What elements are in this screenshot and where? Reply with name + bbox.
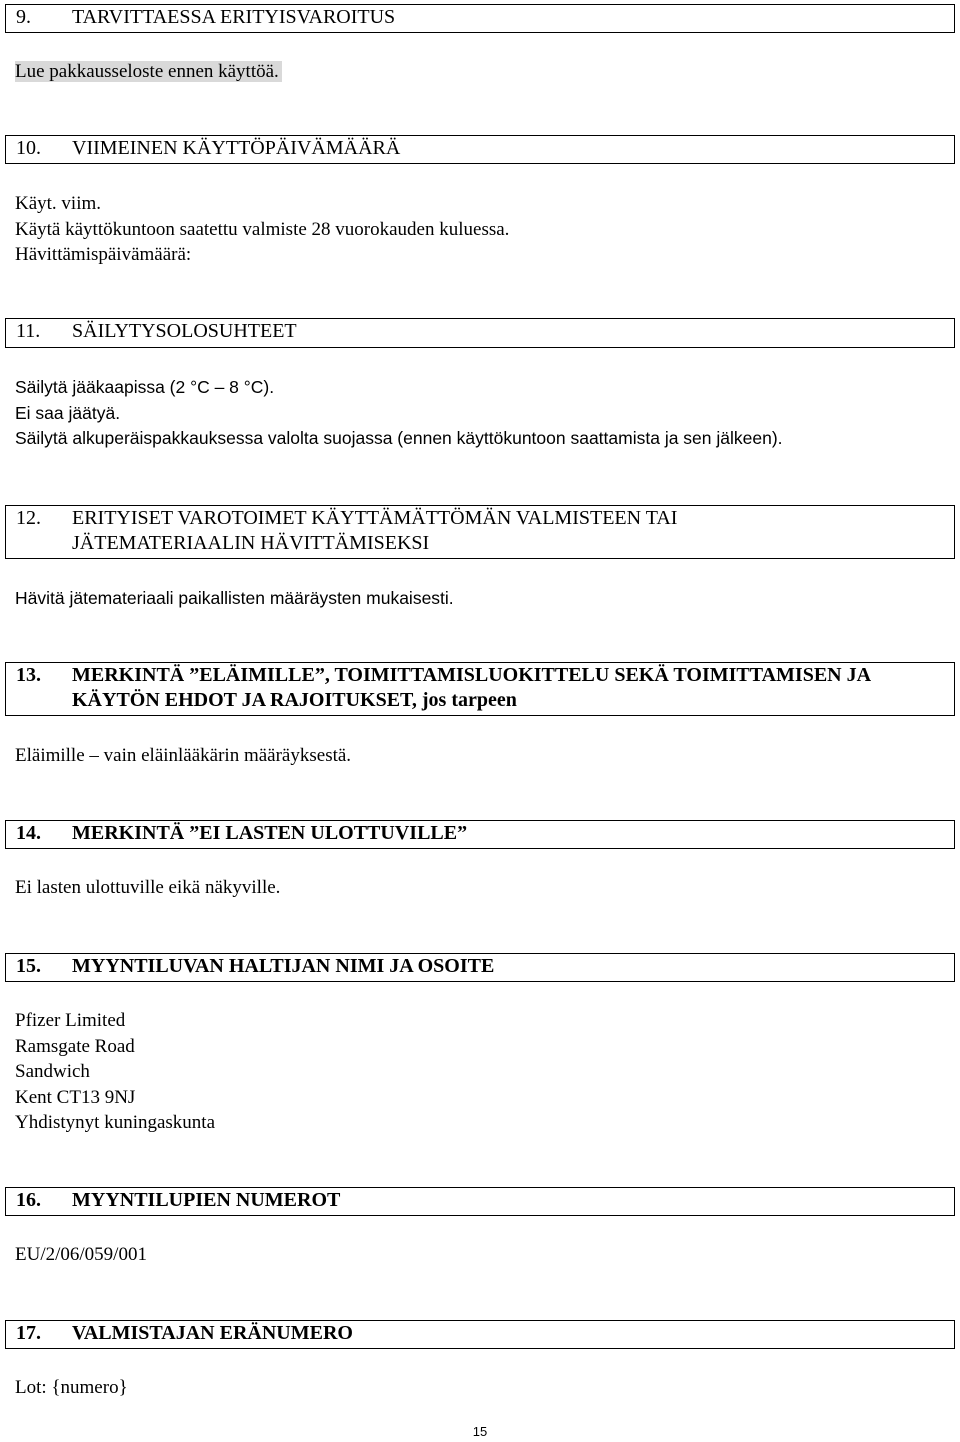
- section-9-body: [15, 59, 945, 85]
- page-number: 15: [472, 1424, 488, 1439]
- section-number: 13.: [16, 664, 41, 686]
- section-number: 17.: [16, 1322, 41, 1344]
- body-line: Lot: {numero}: [15, 1377, 128, 1398]
- section-14-body: [15, 875, 945, 901]
- section-16-body: [15, 1242, 945, 1268]
- address-line: Ramsgate Road: [15, 1035, 135, 1057]
- section-10-body: [15, 191, 945, 268]
- section-14-header: [5, 820, 955, 849]
- address-line: Kent CT13 9NJ: [15, 1086, 136, 1108]
- address-line: Pfizer Limited: [15, 1010, 126, 1031]
- section-15-body: [15, 1008, 945, 1136]
- body-line: Hävittämispäivämäärä:: [15, 244, 192, 265]
- section-12-header: [5, 505, 955, 559]
- section-9-header: [5, 4, 955, 33]
- section-title-line: MERKINTÄ ”ELÄIMILLE”, TOIMITTAMISLUOKITTELU SEKÄ TOIMITTAMISEN JA: [72, 664, 872, 686]
- section-title-line: JÄTEMATERIAALIN HÄVITTÄMISEKSI: [72, 532, 430, 554]
- section-17-body: [15, 1375, 945, 1401]
- body-line: Käyt. viim.: [15, 193, 102, 214]
- section-number: 16.: [16, 1189, 41, 1211]
- section-title: VALMISTAJAN ERÄNUMERO: [72, 1322, 353, 1344]
- section-number: 9.: [16, 6, 31, 28]
- section-title: SÄILYTYSOLOSUHTEET: [72, 320, 297, 342]
- section-15-header: [5, 953, 955, 982]
- address-line: Yhdistynyt kuningaskunta: [15, 1112, 216, 1133]
- section-title-line: KÄYTÖN EHDOT JA RAJOITUKSET, jos tarpeen: [72, 689, 517, 711]
- section-title: MYYNTILUPIEN NUMEROT: [72, 1189, 341, 1211]
- warning-text: Lue pakkausseloste ennen käyttöä.: [15, 61, 282, 82]
- body-line: EU/2/06/059/001: [15, 1244, 147, 1265]
- body-line: Käytä käyttökuntoon saatettu valmiste 28 vuorokauden kuluessa.: [15, 218, 510, 240]
- address-line: Sandwich: [15, 1061, 90, 1082]
- section-17-header: [5, 1320, 955, 1349]
- section-number: 15.: [16, 955, 41, 977]
- section-13-body: [15, 743, 945, 769]
- body-line: Säilytä alkuperäispakkauksessa valolta suojassa (ennen käyttökuntoon saattamista ja sen jälkeen).: [15, 428, 783, 448]
- section-10-header: [5, 135, 955, 164]
- body-line: Ei lasten ulottuville eikä näkyville.: [15, 877, 281, 898]
- section-12-body: [15, 586, 945, 612]
- section-number: 11.: [16, 320, 41, 342]
- section-13-header: [5, 662, 955, 716]
- body-line: Säilytä jääkaapissa (2 °C – 8 °C).: [15, 377, 275, 397]
- section-number: 10.: [16, 137, 41, 159]
- section-title: VIIMEINEN KÄYTTÖPÄIVÄMÄÄRÄ: [72, 137, 401, 159]
- body-line: Eläimille – vain eläinlääkärin määräyksestä.: [15, 745, 352, 766]
- section-16-header: [5, 1187, 955, 1216]
- section-number: 14.: [16, 822, 41, 844]
- section-11-body: [15, 375, 945, 452]
- body-line: Ei saa jäätyä.: [15, 402, 121, 423]
- section-title-line: ERITYISET VAROTOIMET KÄYTTÄMÄTTÖMÄN VALMISTEEN TAI: [72, 507, 678, 529]
- section-title: MERKINTÄ ”EI LASTEN ULOTTUVILLE”: [72, 822, 468, 844]
- section-title: MYYNTILUVAN HALTIJAN NIMI JA OSOITE: [72, 955, 495, 977]
- section-number: 12.: [16, 507, 41, 529]
- body-line: Hävitä jätemateriaali paikallisten määräysten mukaisesti.: [15, 588, 454, 608]
- section-title: TARVITTAESSA ERITYISVAROITUS: [72, 6, 396, 28]
- section-11-header: [5, 318, 955, 348]
